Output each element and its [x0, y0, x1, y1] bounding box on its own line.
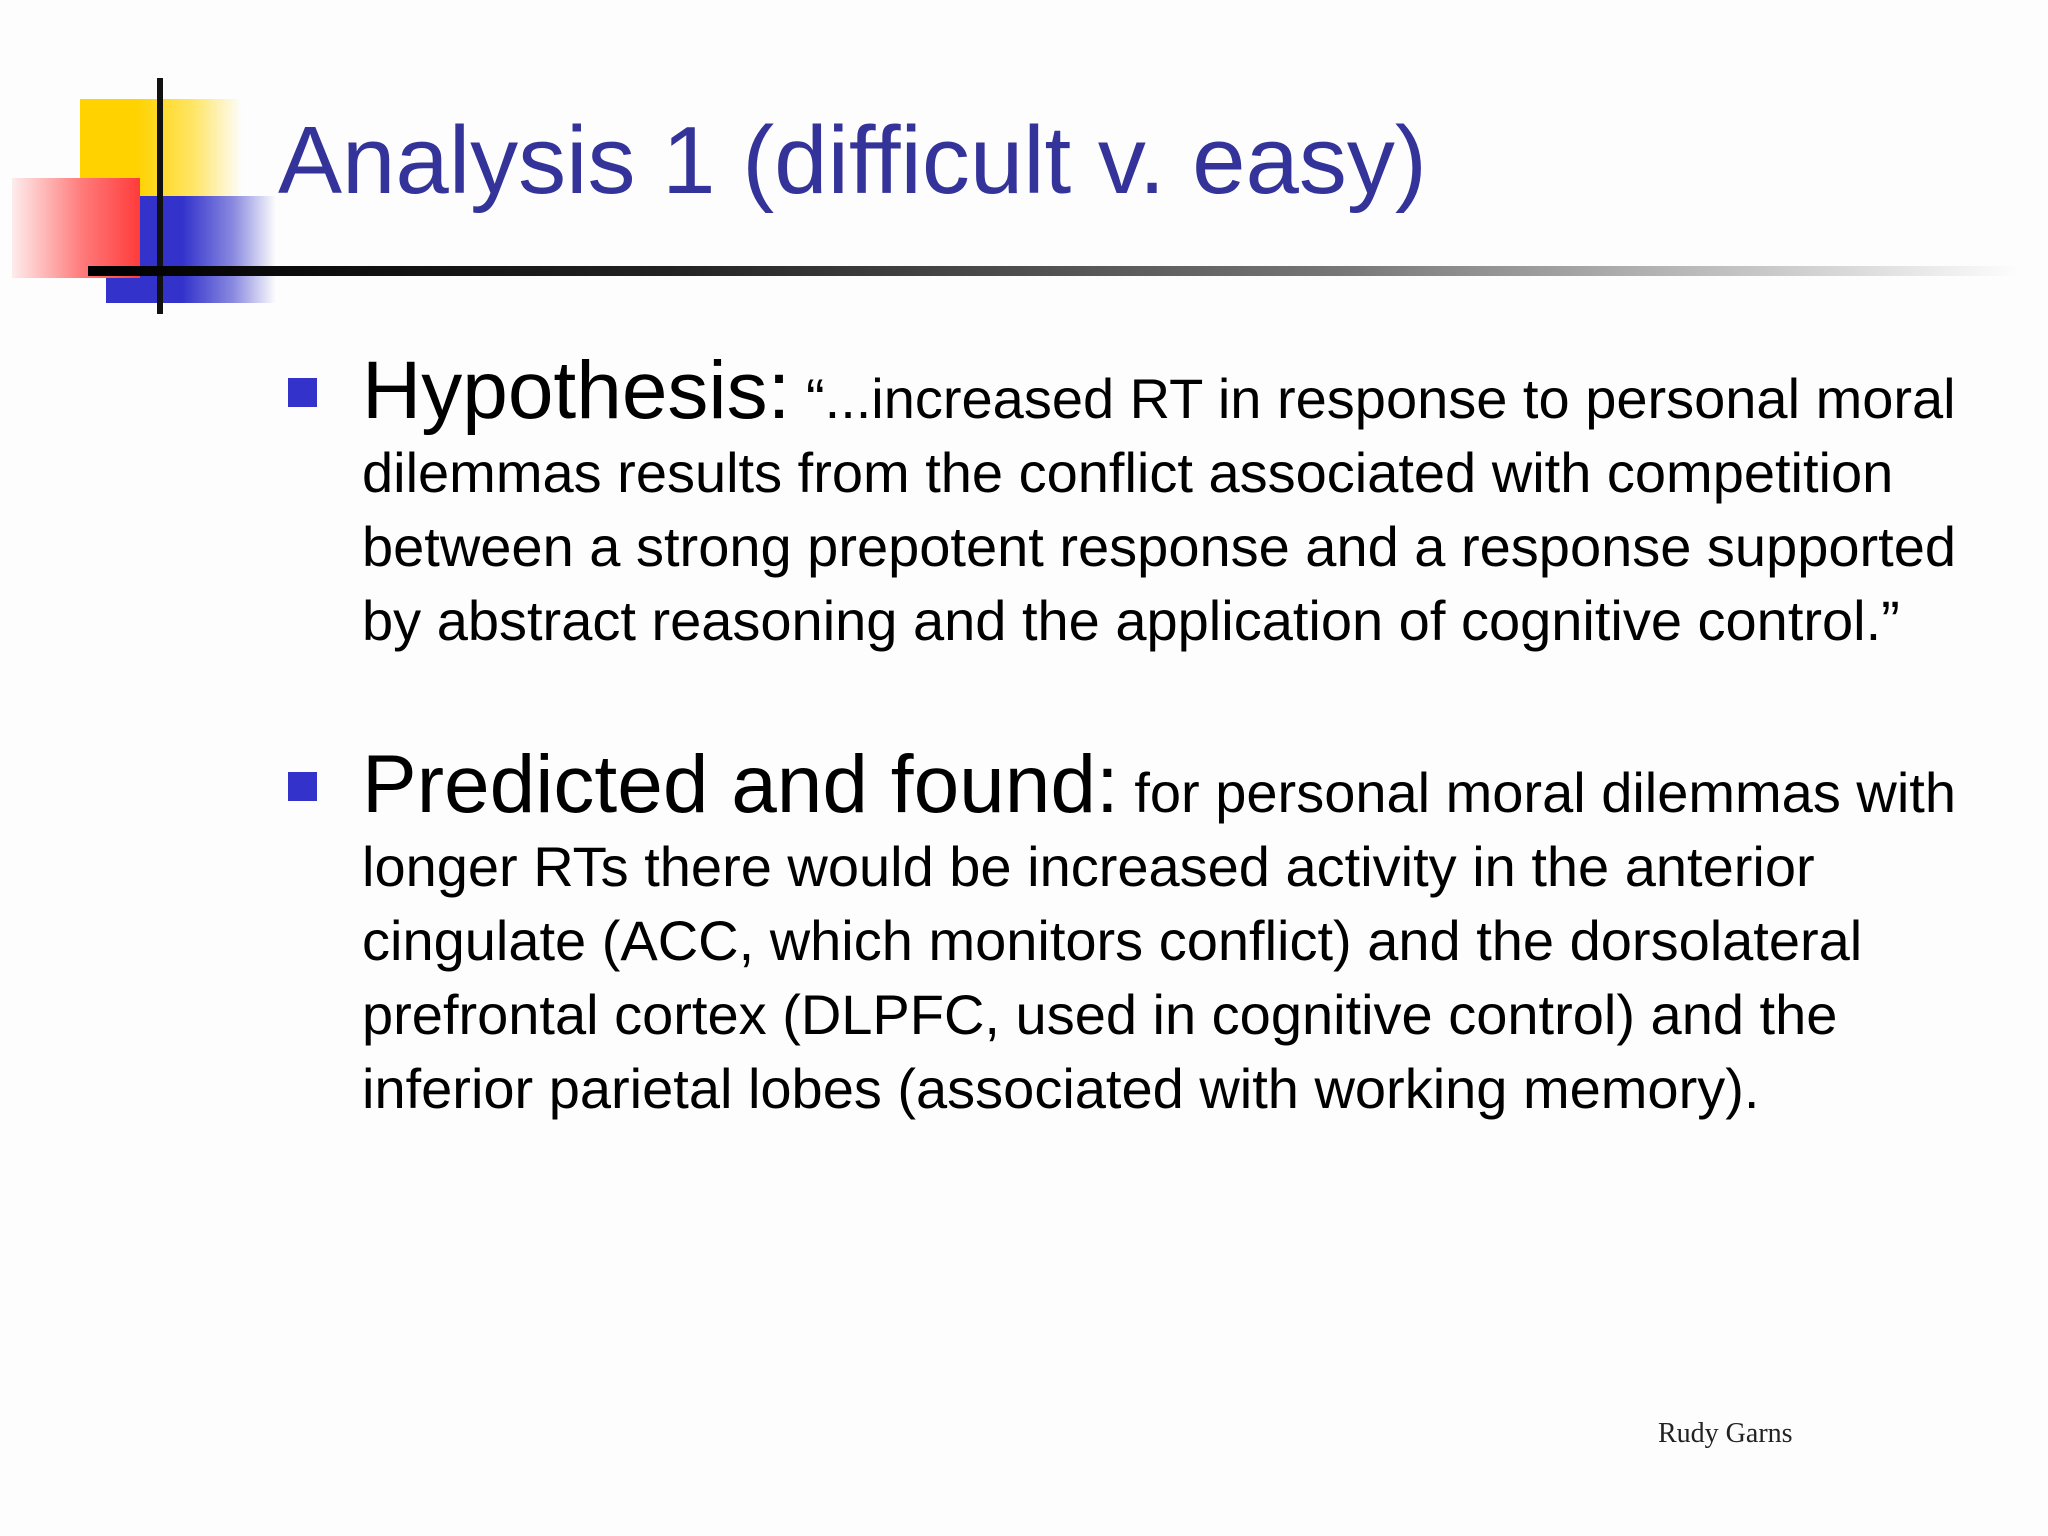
corner-logo — [0, 0, 300, 330]
bullet-detail: “...increased RT in response to personal moral dilemmas results from the conflict associated with competition between a strong prepotent response and a response supported by abstract reasoning and the application of cognitive control.” — [362, 367, 1957, 652]
bullet-detail: for personal moral dilemmas with longer RTs there would be increased activity in the anterior cingulate (ACC, which monitors conflict) and the dorsolateral prefrontal cortex (DLPFC, used in cognitive control) and the inferior parietal lobes (associated with working memory). — [362, 761, 1956, 1120]
slide-title: Analysis 1 (difficult v. easy) — [278, 107, 1427, 214]
bullet-list — [288, 345, 1988, 1216]
bullet-hypothesis — [288, 345, 1988, 658]
bullet-predicted — [288, 739, 1988, 1126]
square-bullet-icon — [288, 772, 317, 801]
vertical-rule — [157, 78, 163, 314]
author-footer: Rudy Garns — [1658, 1418, 1793, 1449]
red-square — [12, 178, 140, 278]
bullet-body — [362, 345, 1957, 652]
bullet-body — [362, 739, 1956, 1120]
square-bullet-icon — [288, 378, 317, 407]
title-underline — [88, 266, 2018, 276]
bullet-heading: Predicted and found: — [362, 739, 1119, 830]
bullet-heading: Hypothesis: — [362, 345, 791, 436]
